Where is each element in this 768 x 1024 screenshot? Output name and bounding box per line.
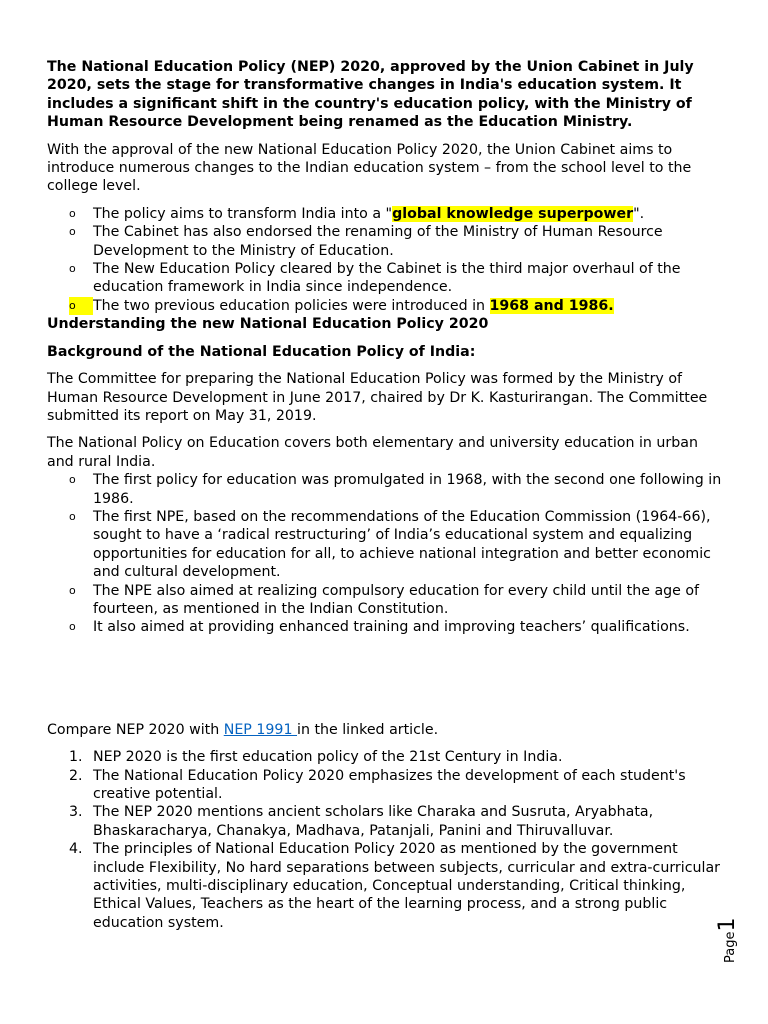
- approval-paragraph: With the approval of the new National Education Policy 2020, the Union Cabinet aims to introduce numerous changes to the Indian education system – from the school level to the college level.: [47, 141, 692, 195]
- circle-bullet-icon: o: [69, 473, 76, 487]
- compare-paragraph: Compare NEP 2020 with NEP 1991 in the linked article.: [47, 721, 439, 738]
- list-item: 2. The National Education Policy 2020 emphasizes the development of each student's creative potential.: [69, 767, 686, 802]
- circle-bullet-icon: o: [69, 262, 76, 276]
- circle-bullet-icon: o: [69, 225, 76, 239]
- section-heading: Background of the National Education Policy of India:: [47, 343, 476, 360]
- list-item: o It also aimed at providing enhanced training and improving teachers’ qualifications.: [69, 619, 690, 636]
- circle-bullet-icon: o: [69, 297, 93, 315]
- circle-bullet-icon: o: [69, 583, 76, 597]
- committee-paragraph: The Committee for preparing the National Education Policy was formed by the Ministry of Human Resource Development in June 2017, chaired by Dr K. Kasturirangan. The Committee submitted its report on May 31, 2019.: [47, 371, 708, 424]
- list-item: 4. The principles of National Education Policy 2020 as mentioned by the government include Flexibility, No hard separations between subjects, curricular and extra-curricular activities, multi-disciplinary education, Conceptual understanding, Critical thinking, Ethical Values, Teachers as the heart of the learning process, and a strong public education system.: [69, 841, 720, 931]
- national-policy-paragraph: The National Policy on Education covers both elementary and university education in urban and rural India.: [47, 435, 698, 470]
- list-item: o The first policy for education was promulgated in 1968, with the second one following in 1986.: [69, 472, 722, 507]
- blank-space: [47, 637, 725, 721]
- list-item: o The Cabinet has also endorsed the renaming of the Ministry of Human Resource Development to the Ministry of Education.: [69, 224, 663, 259]
- list-item: 3. The NEP 2020 mentions ancient scholars like Charaka and Susruta, Aryabhata, Bhaskaracharya, Chanakya, Madhava, Patanjali, Panini and Thiruvalluvar.: [69, 804, 654, 839]
- list-item: o The two previous education policies were introduced in 1968 and 1986.: [69, 297, 614, 314]
- page-number: [715, 917, 768, 963]
- list-item: o The NPE also aimed at realizing compulsory education for every child until the age of fourteen, as mentioned in the Indian Constitution.: [69, 582, 700, 617]
- list-item: 1. NEP 2020 is the first education policy of the 21st Century in India.: [69, 749, 563, 766]
- page-label: Page: [723, 931, 738, 963]
- numbered-list: [47, 748, 725, 932]
- list-item: o The policy aims to transform India into a "global knowledge superpower".: [69, 205, 645, 222]
- history-list: [47, 471, 725, 637]
- page-content: [47, 58, 725, 932]
- page-number-value: 1: [715, 917, 740, 932]
- circle-bullet-icon: o: [69, 620, 76, 634]
- circle-bullet-icon: o: [69, 206, 76, 220]
- policy-points-list: [47, 205, 725, 315]
- nep-1991-link[interactable]: NEP 1991: [223, 721, 297, 738]
- list-item: o The New Education Policy cleared by the Cabinet is the third major overhaul of the education framework in India since independence.: [69, 261, 681, 296]
- highlighted-text: global knowledge superpower: [392, 205, 634, 222]
- intro-paragraph: The National Education Policy (NEP) 2020, approved by the Union Cabinet in July 2020, sets the stage for transformative changes in India's education system. It includes a significant shift in the country's education policy, with the Ministry of Human Resource Development being renamed as the Education Ministry.: [47, 59, 694, 131]
- list-item: o The first NPE, based on the recommendations of the Education Commission (1964-66), sought to have a ‘radical restructuring’ of India’s educational system and equalizing opportunities for education for all, to achieve national integration and better economic and cultural development.: [69, 508, 711, 581]
- section-heading: Understanding the new National Education Policy 2020: [47, 316, 489, 333]
- highlighted-text: 1968 and 1986.: [489, 297, 614, 314]
- circle-bullet-icon: o: [69, 509, 76, 523]
